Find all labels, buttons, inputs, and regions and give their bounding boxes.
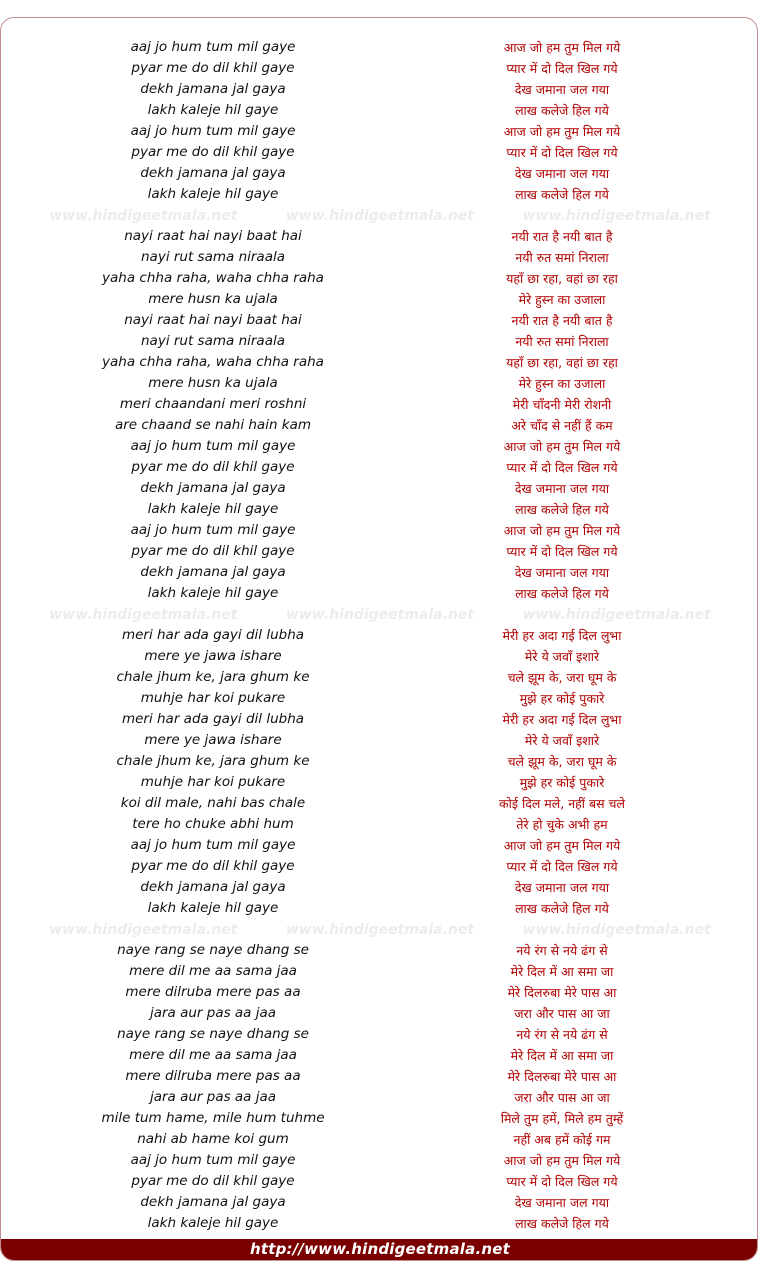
lyric-english: meri har ada gayi dil lubha	[121, 711, 305, 727]
lyric-english: aaj jo hum tum mil gaye	[130, 438, 296, 454]
lyric-hindi: मेरे हुस्न का उजाला	[518, 292, 606, 307]
lyric-english: muhje har koi pukare	[140, 690, 286, 706]
lyric-english: pyar me do dil khil gaye	[131, 60, 295, 76]
lyric-hindi: प्यार में दो दिल खिल गये	[506, 460, 618, 475]
lyric-line	[1, 310, 758, 331]
lyric-english: naye rang se naye dhang se	[117, 1026, 309, 1042]
watermark-text: www.hindigeetmala.net	[285, 207, 475, 224]
lyric-hindi: नयी रुत समां निराला	[515, 334, 609, 349]
lyric-line	[1, 436, 758, 457]
watermark-text: www.hindigeetmala.net	[522, 606, 711, 623]
footer-url-link[interactable]: http://www.hindigeetmala.net	[250, 1240, 510, 1258]
lyric-line	[1, 982, 758, 1003]
lyric-hindi: जरा और पास आ जा	[514, 1090, 610, 1105]
lyric-hindi: मेरे दिलरुबा मेरे पास आ	[507, 985, 617, 1000]
lyric-line	[1, 709, 758, 730]
lyric-line	[1, 289, 758, 310]
lyric-line	[1, 247, 758, 268]
lyric-line	[1, 499, 758, 520]
lyric-hindi: लाख कलेजे हिल गये	[515, 502, 609, 517]
lyric-hindi: नयी रात है नयी बात है	[511, 229, 613, 244]
lyric-hindi: आज जो हम तुम मिल गये	[503, 523, 621, 538]
lyric-english: nayi rut sama niraala	[141, 333, 285, 349]
lyric-hindi: नहीं अब हमें कोई गम	[513, 1132, 611, 1147]
lyric-english: naye rang se naye dhang se	[117, 942, 309, 958]
lyric-english: pyar me do dil khil gaye	[131, 543, 295, 559]
lyric-line	[1, 1192, 758, 1213]
lyric-line	[1, 37, 758, 58]
lyric-hindi: मेरे ये जवाँ इशारे	[524, 649, 600, 664]
lyric-hindi: नयी रात है नयी बात है	[511, 313, 613, 328]
lyrics-body	[1, 37, 758, 1234]
lyric-hindi: नये रंग से नये ढंग से	[516, 943, 608, 958]
lyric-english: dekh jamana jal gaya	[140, 564, 286, 580]
lyric-hindi: अरे चाँद से नहीं हैं कम	[511, 418, 613, 433]
lyric-english: koi dil male, nahi bas chale	[120, 795, 306, 811]
watermark-row	[1, 604, 758, 625]
lyric-line	[1, 1150, 758, 1171]
lyric-line	[1, 583, 758, 604]
lyric-line	[1, 1171, 758, 1192]
lyric-english: jara aur pas aa jaa	[149, 1089, 277, 1105]
lyric-line	[1, 58, 758, 79]
lyric-line	[1, 100, 758, 121]
lyric-hindi: मिले तुम हमें, मिले हम तुम्हें	[500, 1111, 624, 1126]
lyric-english: mere dilruba mere pas aa	[125, 1068, 301, 1084]
lyric-hindi: देख जमाना जल गया	[514, 82, 610, 97]
footer-bar	[1, 1239, 758, 1260]
lyric-english: nayi raat hai nayi baat hai	[124, 312, 302, 328]
watermark-text: www.hindigeetmala.net	[49, 207, 238, 224]
lyric-hindi: जरा और पास आ जा	[514, 1006, 610, 1021]
lyric-line	[1, 268, 758, 289]
lyric-english: chale jhum ke, jara ghum ke	[116, 669, 310, 685]
lyric-hindi: चले झूम के, जरा घूम के	[507, 754, 617, 769]
lyric-english: lakh kaleje hil gaye	[147, 585, 279, 601]
watermark-text: www.hindigeetmala.net	[285, 921, 475, 938]
lyric-line	[1, 352, 758, 373]
watermark-text: www.hindigeetmala.net	[49, 921, 238, 938]
lyric-line	[1, 163, 758, 184]
lyric-hindi: मेरे हुस्न का उजाला	[518, 376, 606, 391]
lyric-line	[1, 373, 758, 394]
lyric-hindi: मेरी चाँदनी मेरी रोशनी	[512, 397, 612, 412]
lyric-hindi: प्यार में दो दिल खिल गये	[506, 544, 618, 559]
lyric-english: pyar me do dil khil gaye	[131, 1173, 295, 1189]
lyric-line	[1, 1108, 758, 1129]
lyric-line	[1, 520, 758, 541]
lyric-line	[1, 1066, 758, 1087]
lyric-hindi: नये रंग से नये ढंग से	[516, 1027, 608, 1042]
lyric-hindi: लाख कलेजे हिल गये	[515, 187, 609, 202]
lyric-line	[1, 877, 758, 898]
lyric-line	[1, 184, 758, 205]
lyric-line	[1, 940, 758, 961]
lyric-hindi: लाख कलेजे हिल गये	[515, 901, 609, 916]
lyric-english: aaj jo hum tum mil gaye	[130, 1152, 296, 1168]
lyric-hindi: आज जो हम तुम मिल गये	[503, 439, 621, 454]
lyric-hindi: लाख कलेजे हिल गये	[515, 103, 609, 118]
lyric-english: mile tum hame, mile hum tuhme	[101, 1110, 325, 1126]
lyric-line	[1, 793, 758, 814]
lyric-english: mere dil me aa sama jaa	[129, 963, 297, 979]
lyric-line	[1, 835, 758, 856]
lyric-hindi: आज जो हम तुम मिल गये	[503, 838, 621, 853]
lyric-line	[1, 1045, 758, 1066]
lyric-english: tere ho chuke abhi hum	[132, 816, 294, 832]
watermark-row	[1, 919, 758, 940]
lyric-hindi: आज जो हम तुम मिल गये	[503, 1153, 621, 1168]
lyric-hindi: देख जमाना जल गया	[514, 1195, 610, 1210]
lyric-english: mere dilruba mere pas aa	[125, 984, 301, 1000]
lyric-line	[1, 646, 758, 667]
lyric-hindi: मेरे ये जवाँ इशारे	[524, 733, 600, 748]
lyric-english: mere dil me aa sama jaa	[129, 1047, 297, 1063]
lyric-english: nayi rut sama niraala	[141, 249, 285, 265]
lyric-hindi: यहाँ छा रहा, वहां छा रहा	[506, 271, 618, 286]
lyric-line	[1, 730, 758, 751]
lyric-hindi: लाख कलेजे हिल गये	[515, 586, 609, 601]
lyric-english: mere ye jawa ishare	[144, 732, 282, 748]
lyric-line	[1, 541, 758, 562]
lyric-line	[1, 331, 758, 352]
lyric-hindi: मुझे हर कोई पुकारे	[519, 691, 605, 706]
lyric-hindi: चले झूम के, जरा घूम के	[507, 670, 617, 685]
lyric-line	[1, 856, 758, 877]
lyric-english: aaj jo hum tum mil gaye	[130, 837, 296, 853]
lyric-line	[1, 688, 758, 709]
lyric-line	[1, 1087, 758, 1108]
lyric-hindi: मेरे दिल में आ समा जा	[510, 964, 614, 979]
lyric-english: pyar me do dil khil gaye	[131, 459, 295, 475]
lyric-hindi: यहाँ छा रहा, वहां छा रहा	[506, 355, 618, 370]
lyric-english: lakh kaleje hil gaye	[147, 1215, 279, 1231]
lyric-hindi: प्यार में दो दिल खिल गये	[506, 61, 618, 76]
lyric-line	[1, 562, 758, 583]
lyric-english: dekh jamana jal gaya	[140, 165, 286, 181]
lyric-hindi: मेरे दिल में आ समा जा	[510, 1048, 614, 1063]
lyric-english: are chaand se nahi hain kam	[114, 417, 312, 433]
lyric-hindi: देख जमाना जल गया	[514, 565, 610, 580]
lyric-hindi: प्यार में दो दिल खिल गये	[506, 1174, 618, 1189]
lyric-english: dekh jamana jal gaya	[140, 81, 286, 97]
lyric-hindi: प्यार में दो दिल खिल गये	[506, 859, 618, 874]
lyric-english: dekh jamana jal gaya	[140, 1194, 286, 1210]
lyric-hindi: देख जमाना जल गया	[514, 880, 610, 895]
lyric-line	[1, 625, 758, 646]
lyric-hindi: कोई दिल मले, नहीं बस चले	[499, 796, 625, 811]
lyric-english: jara aur pas aa jaa	[149, 1005, 277, 1021]
lyric-english: yaha chha raha, waha chha raha	[102, 270, 324, 286]
lyric-line	[1, 814, 758, 835]
watermark-text: www.hindigeetmala.net	[522, 207, 711, 224]
lyric-hindi: मेरे दिलरुबा मेरे पास आ	[507, 1069, 617, 1084]
lyric-line	[1, 79, 758, 100]
lyrics-card	[0, 17, 758, 1261]
lyric-hindi: मेरी हर अदा गई दिल लुभा	[502, 628, 622, 643]
lyric-line	[1, 226, 758, 247]
lyric-english: meri chaandani meri roshni	[119, 396, 307, 412]
lyric-line	[1, 961, 758, 982]
lyric-english: chale jhum ke, jara ghum ke	[116, 753, 310, 769]
lyric-english: lakh kaleje hil gaye	[147, 501, 279, 517]
lyric-hindi: मुझे हर कोई पुकारे	[519, 775, 605, 790]
lyric-english: lakh kaleje hil gaye	[147, 102, 279, 118]
lyric-english: meri har ada gayi dil lubha	[121, 627, 305, 643]
lyric-line	[1, 142, 758, 163]
lyric-line	[1, 898, 758, 919]
lyric-hindi: आज जो हम तुम मिल गये	[503, 40, 621, 55]
lyric-english: muhje har koi pukare	[140, 774, 286, 790]
lyric-hindi: प्यार में दो दिल खिल गये	[506, 145, 618, 160]
lyric-english: mere husn ka ujala	[148, 291, 278, 307]
lyric-line	[1, 394, 758, 415]
lyric-english: lakh kaleje hil gaye	[147, 900, 279, 916]
lyric-hindi: मेरी हर अदा गई दिल लुभा	[502, 712, 622, 727]
watermark-text: www.hindigeetmala.net	[522, 921, 711, 938]
lyric-english: mere husn ka ujala	[148, 375, 278, 391]
lyric-hindi: देख जमाना जल गया	[514, 481, 610, 496]
lyric-line	[1, 1213, 758, 1234]
lyric-english: mere ye jawa ishare	[144, 648, 282, 664]
lyric-english: dekh jamana jal gaya	[140, 879, 286, 895]
lyric-english: dekh jamana jal gaya	[140, 480, 286, 496]
watermark-text: www.hindigeetmala.net	[49, 606, 238, 623]
watermark-row	[1, 205, 758, 226]
lyric-hindi: लाख कलेजे हिल गये	[515, 1216, 609, 1231]
lyric-english: yaha chha raha, waha chha raha	[102, 354, 324, 370]
lyric-line	[1, 1003, 758, 1024]
lyric-english: aaj jo hum tum mil gaye	[130, 39, 296, 55]
lyric-english: aaj jo hum tum mil gaye	[130, 522, 296, 538]
lyric-line	[1, 121, 758, 142]
lyric-line	[1, 1024, 758, 1045]
lyric-english: nayi raat hai nayi baat hai	[124, 228, 302, 244]
lyric-english: lakh kaleje hil gaye	[147, 186, 279, 202]
lyric-english: pyar me do dil khil gaye	[131, 144, 295, 160]
lyric-line	[1, 457, 758, 478]
lyric-hindi: आज जो हम तुम मिल गये	[503, 124, 621, 139]
lyric-hindi: देख जमाना जल गया	[514, 166, 610, 181]
lyric-line	[1, 667, 758, 688]
lyric-line	[1, 751, 758, 772]
lyric-line	[1, 415, 758, 436]
lyric-english: pyar me do dil khil gaye	[131, 858, 295, 874]
watermark-text: www.hindigeetmala.net	[285, 606, 475, 623]
lyric-english: aaj jo hum tum mil gaye	[130, 123, 296, 139]
lyric-hindi: तेरे हो चुके अभी हम	[516, 817, 608, 832]
lyric-line	[1, 478, 758, 499]
lyric-line	[1, 772, 758, 793]
lyric-line	[1, 1129, 758, 1150]
lyric-hindi: नयी रुत समां निराला	[515, 250, 609, 265]
lyric-english: nahi ab hame koi gum	[137, 1131, 289, 1147]
